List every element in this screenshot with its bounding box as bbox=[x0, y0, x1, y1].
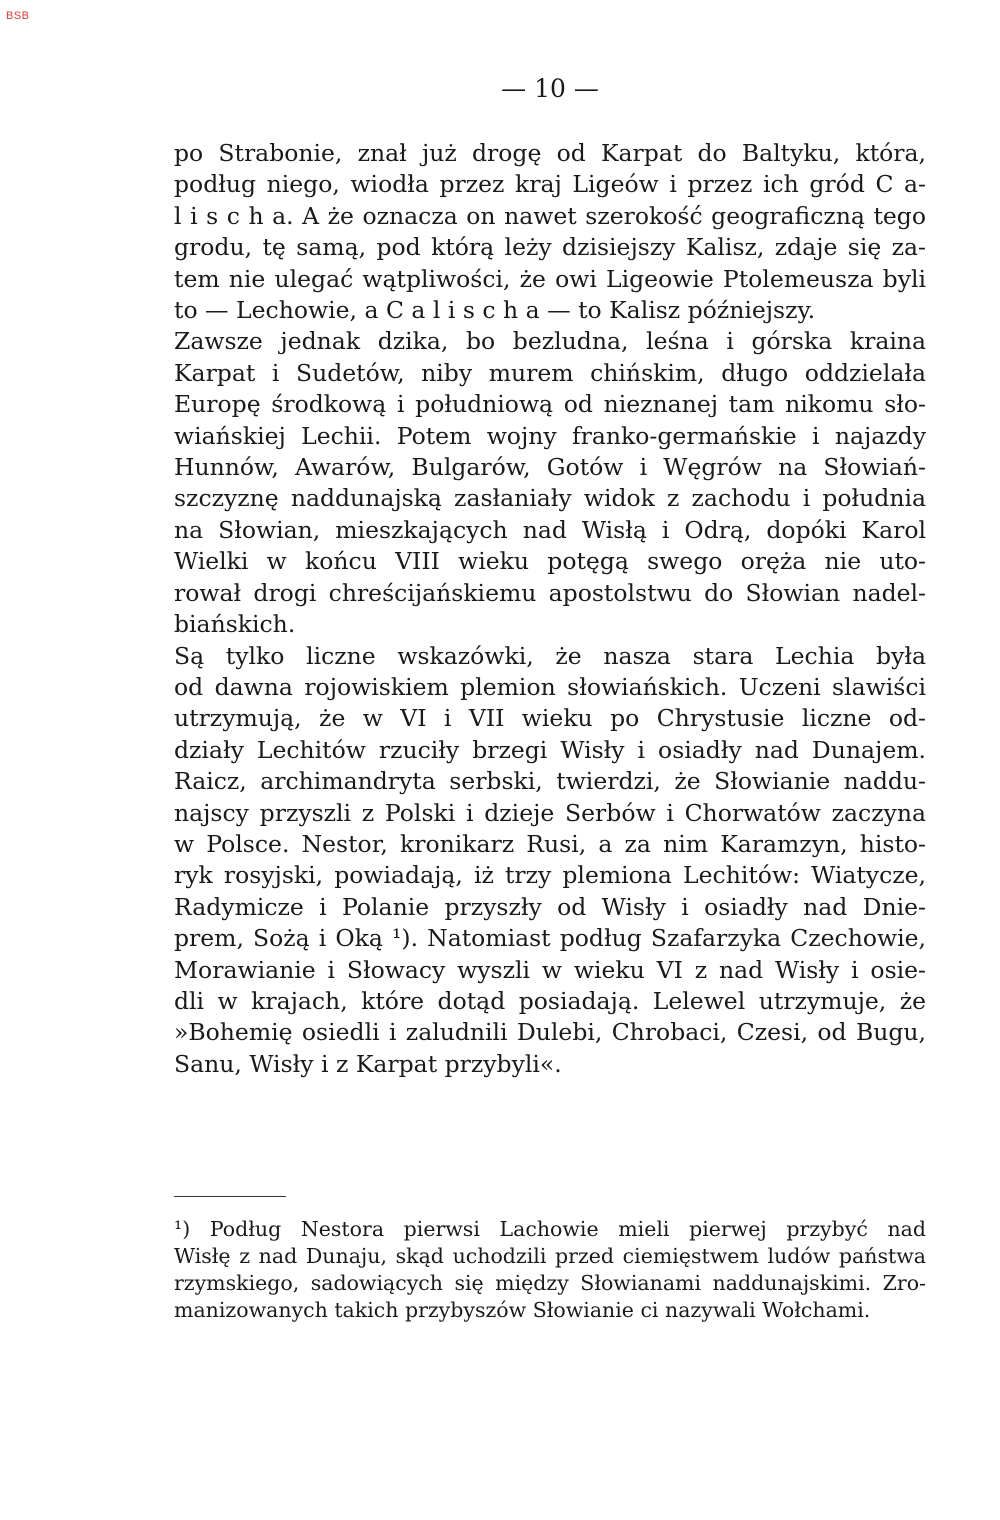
text-line: l i s c h a. A że oznacza on nawet szerokość geograficzną tego bbox=[174, 201, 926, 230]
text-line: po Strabonie, znał już drogę od Karpat do Baltyku, która, bbox=[174, 139, 926, 167]
text-line: działy Lechitów rzuciły brzegi Wisły i osiadły nad Dunajem. bbox=[174, 735, 926, 764]
text-line: ryk rosyjski, powiadają, iż trzy plemiona Lechitów: Wiatycze, bbox=[174, 861, 926, 890]
text-line: dli w krajach, które dotąd posiadają. Lelewel utrzymuje, że bbox=[174, 986, 926, 1015]
text-line: grodu, tę samą, pod którą leży dzisiejszy Kalisz, zdaje się za- bbox=[174, 233, 926, 262]
text-line: w Polsce. Nestor, kronikarz Rusi, a za nim Karamzyn, histo- bbox=[174, 829, 926, 858]
library-watermark: BSB bbox=[6, 10, 30, 22]
text-line: Raicz, archimandryta serbski, twierdzi, że Słowianie naddu- bbox=[174, 767, 926, 796]
footnote-separator bbox=[174, 1196, 286, 1197]
text-line: Sanu, Wisły i z Karpat przybyli«. bbox=[174, 1049, 562, 1078]
text-line: biańskich. bbox=[174, 610, 296, 639]
footnote-line: rzymskiego, sadowiących się między Słowianami naddunajskimi. Zro- bbox=[174, 1271, 926, 1295]
text-line: Hunnów, Awarów, Bulgarów, Gotów i Węgrów na Słowiań- bbox=[174, 453, 926, 482]
text-line: utrzymują, że w VI i VII wieku po Chrystusie liczne od- bbox=[174, 704, 926, 733]
text-line: »Bohemię osiedli i zaludnili Dulebi, Chrobaci, Czesi, od Bugu, bbox=[174, 1018, 926, 1047]
text-line: podług niego, wiodła przez kraj Ligeów i przez ich gród C a- bbox=[174, 170, 926, 199]
text-line: najscy przyszli z Polski i dzieje Serbów i Chorwatów zaczyna bbox=[174, 798, 926, 827]
text-line: Wielki w końcu VIII wieku potęgą swego oręża nie uto- bbox=[174, 547, 926, 576]
text-line: Zawsze jednak dzika, bo bezludna, leśna i górska kraina bbox=[174, 327, 926, 356]
text-line: Europę środkową i południową od nieznanej tam nikomu sło- bbox=[174, 390, 926, 419]
text-line: szczyznę naddunajską zasłaniały widok z zachodu i południa bbox=[174, 484, 926, 513]
text-line: rował drogi chreścijańskiemu apostolstwu do Słowian nadel- bbox=[174, 578, 926, 607]
text-line: to — Lechowie, a C a l i s c h a — to Kalisz późniejszy. bbox=[174, 296, 816, 325]
text-line: Karpat i Sudetów, niby murem chińskim, długo oddzielała bbox=[174, 358, 926, 387]
text-line: Są tylko liczne wskazówki, że nasza stara Lechia była bbox=[174, 641, 926, 670]
text-line: tem nie ulegać wątpliwości, że owi Ligeowie Ptolemeusza byli bbox=[174, 264, 926, 293]
text-line: wiańskiej Lechii. Potem wojny franko-germańskie i najazdy bbox=[174, 421, 926, 450]
footnote-line: ¹) Podług Nestora pierwsi Lachowie mieli pierwej przybyć nad bbox=[174, 1217, 926, 1241]
text-line: od dawna rojowiskiem plemion słowiańskich. Uczeni slawiści bbox=[174, 672, 926, 701]
footnote-line: manizowanych takich przybyszów Słowianie ci nazywali Wołchami. bbox=[174, 1298, 871, 1322]
main-text-body bbox=[174, 138, 926, 1080]
text-line: Morawianie i Słowacy wyszli w wieku VI z nad Wisły i osie- bbox=[174, 955, 926, 984]
footnote-line: Wisłę z nad Dunaju, skąd uchodzili przed ciemięstwem ludów państwa bbox=[174, 1244, 926, 1268]
text-line: prem, Sożą i Oką ¹). Natomiast podług Szafarzyka Czechowie, bbox=[174, 924, 926, 953]
footnote bbox=[174, 1216, 926, 1324]
page-number: — 10 — bbox=[501, 74, 599, 103]
text-line: Radymicze i Polanie przyszły od Wisły i osiadły nad Dnie- bbox=[174, 892, 926, 921]
text-line: na Słowian, mieszkających nad Wisłą i Odrą, dopóki Karol bbox=[174, 515, 926, 544]
